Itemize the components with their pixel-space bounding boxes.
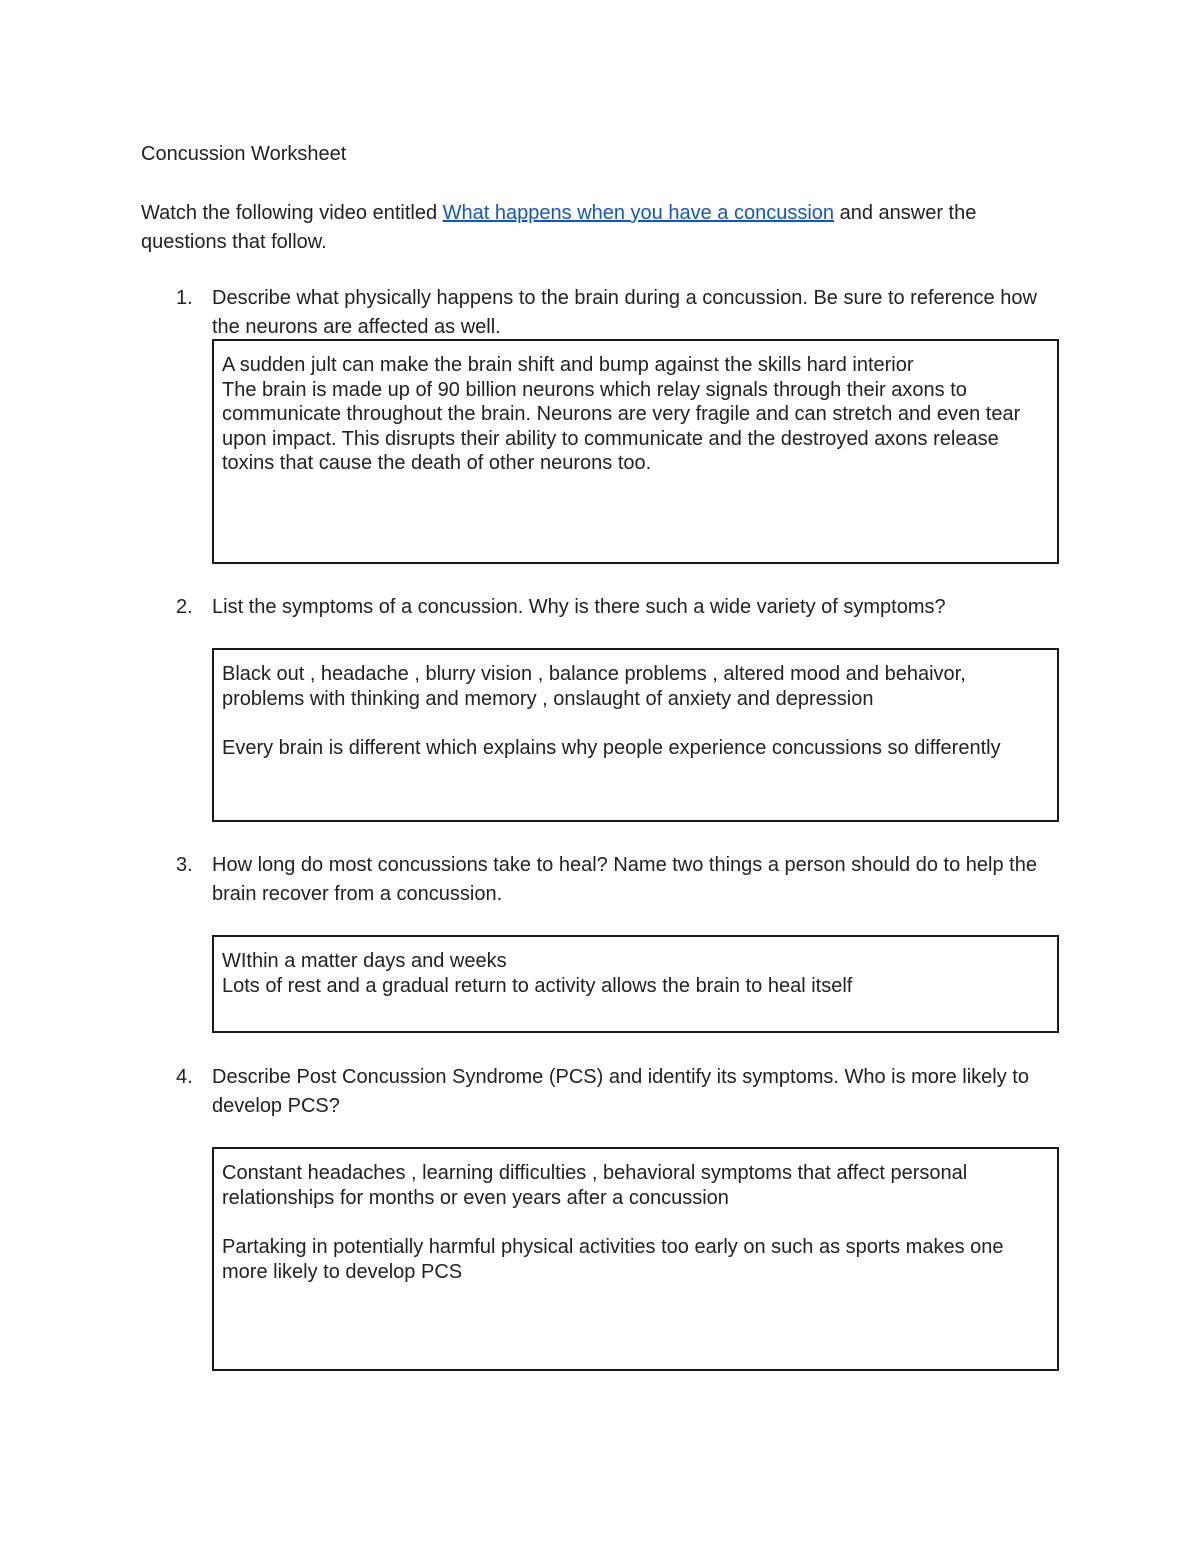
- question-4: [176, 1063, 1056, 1121]
- question-number: 2.: [176, 596, 193, 618]
- question-1: [176, 284, 1056, 342]
- answer-line: Partaking in potentially harmful physical activities too early on such as sports makes one more likely to develop PCS: [222, 1236, 1004, 1283]
- answer-box-4[interactable]: [212, 1147, 1059, 1371]
- question-3: [176, 851, 1056, 909]
- answer-line: Lots of rest and a gradual return to activity allows the brain to heal itself: [222, 974, 853, 997]
- answer-line: WIthin a matter days and weeks: [222, 950, 507, 972]
- answer-line: The brain is made up of 90 billion neurons which relay signals through their axons to communicate throughout the brain. Neurons are very fragile and can stretch and even tear upon impact. This disrupts their ability to communicate and the destroyed axons release toxins that cause the death of other neurons too.: [222, 378, 1021, 474]
- question-number: 3.: [176, 854, 193, 876]
- question-text: Describe what physically happens to the brain during a concussion. Be sure to reference how the neurons are affected as well.: [212, 287, 1037, 338]
- answer-box-2[interactable]: [212, 648, 1059, 822]
- question-number: 1.: [176, 287, 193, 309]
- intro-paragraph: [141, 199, 1061, 257]
- answer-box-1[interactable]: [212, 339, 1059, 564]
- answer-line: Every brain is different which explains why people experience concussions so differently: [222, 737, 1001, 759]
- paragraph-gap: [222, 711, 1049, 736]
- question-number: 4.: [176, 1066, 193, 1088]
- paragraph-gap: [222, 1210, 1049, 1235]
- answer-line: Constant headaches , learning difficulties , behavioral symptoms that affect personal relationships for months or even years after a concussion: [222, 1162, 968, 1209]
- page-title: Concussion Worksheet: [141, 143, 347, 165]
- question-2: [176, 593, 1056, 622]
- question-text: List the symptoms of a concussion. Why is there such a wide variety of symptoms?: [212, 596, 946, 618]
- question-text: How long do most concussions take to heal? Name two things a person should do to help the brain recover from a concussion.: [212, 854, 1037, 905]
- intro-text-after: and answer the questions that follow.: [141, 202, 977, 253]
- answer-line: Black out , headache , blurry vision , balance problems , altered mood and behaivor, problems with thinking and memory , onslaught of anxiety and depression: [222, 663, 966, 710]
- intro-text-before: Watch the following video entitled: [141, 202, 443, 224]
- answer-box-3[interactable]: [212, 935, 1059, 1033]
- answer-line: A sudden jult can make the brain shift and bump against the skills hard interior: [222, 354, 914, 376]
- video-link[interactable]: What happens when you have a concussion: [442, 202, 835, 224]
- question-text: Describe Post Concussion Syndrome (PCS) and identify its symptoms. Who is more likely to develop PCS?: [212, 1066, 1029, 1117]
